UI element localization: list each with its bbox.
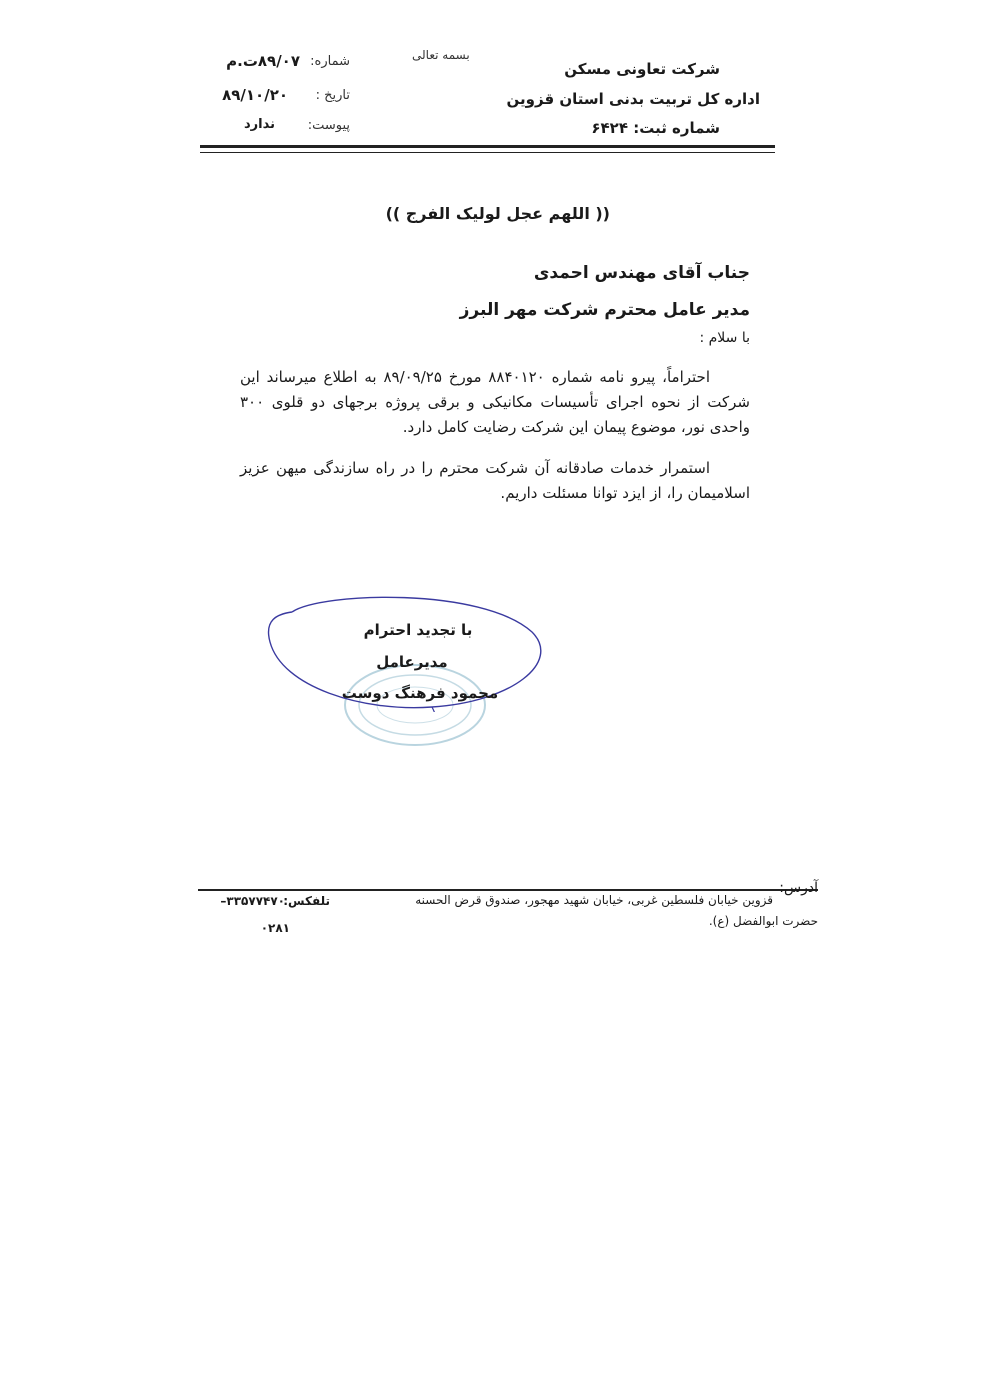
department-name: اداره کل تربیت بدنی استان قزوین (506, 90, 760, 108)
signature-name: محمود فرهنگ دوست (341, 684, 499, 702)
fax-label: تلفکس: (283, 894, 330, 908)
invocation: (( اللهم عجل لولیک الفرج )) (385, 204, 610, 223)
number-label: شماره: (310, 54, 350, 69)
header-divider-thin (200, 152, 775, 153)
address-line-2: حضرت ابوالفضل (ع). (708, 914, 818, 928)
recipient-title: مدیر عامل محترم شرکت مهر البرز (459, 300, 750, 320)
date-label: تاریخ : (315, 88, 350, 103)
attachment-label: پیوست: (307, 118, 350, 133)
date-value: ۸۹/۱۰/۲۰ (222, 86, 288, 104)
recipient-name: جناب آقای مهندس احمدی (533, 263, 750, 283)
fax-area-code: ۰۲۸۱ (260, 921, 290, 935)
paragraph-1: احتراماً، پیرو نامه شماره ۸۸۴۰۱۲۰ مورخ ۸۹/۰۹/۲۵ به اطلاع میرساند این شرکت از نحوه اجرای تأسیسات مکانیکی و برقی پروژه برجهای دو قلوی ۳۰۰ واحدی نور، موضوع پیمان این شرکت رضایت کامل دارد. (240, 368, 750, 436)
registration-number: شماره ثبت: ۶۴۲۴ (591, 119, 720, 137)
signature-title: مدیرعامل (376, 653, 448, 671)
signature-closing: با تجدید احترام (363, 621, 473, 639)
company-name: شرکت تعاونی مسکن (564, 60, 720, 78)
footer-divider (198, 889, 818, 891)
address-line-1: قزوین خیابان فلسطین غربی، خیابان شهید مهجور، صندوق قرض الحسنه (415, 893, 773, 907)
basmala: بسمه تعالی (412, 48, 470, 62)
header-divider (200, 145, 775, 148)
fax-number: ۳۳۵۷۷۴۷۰– (220, 894, 285, 908)
paragraph-2: استمرار خدمات صادقانه آن شرکت محترم را در راه سازندگی میهن عزیز اسلامیمان را، از ایزد توانا مسئلت داریم. (240, 459, 750, 502)
number-value: ۸۹/۰۷ت.م (226, 52, 300, 70)
attachment-value: ندارد (243, 117, 275, 132)
greeting: با سلام : (699, 330, 750, 346)
address-label: آدرس: (779, 880, 818, 896)
